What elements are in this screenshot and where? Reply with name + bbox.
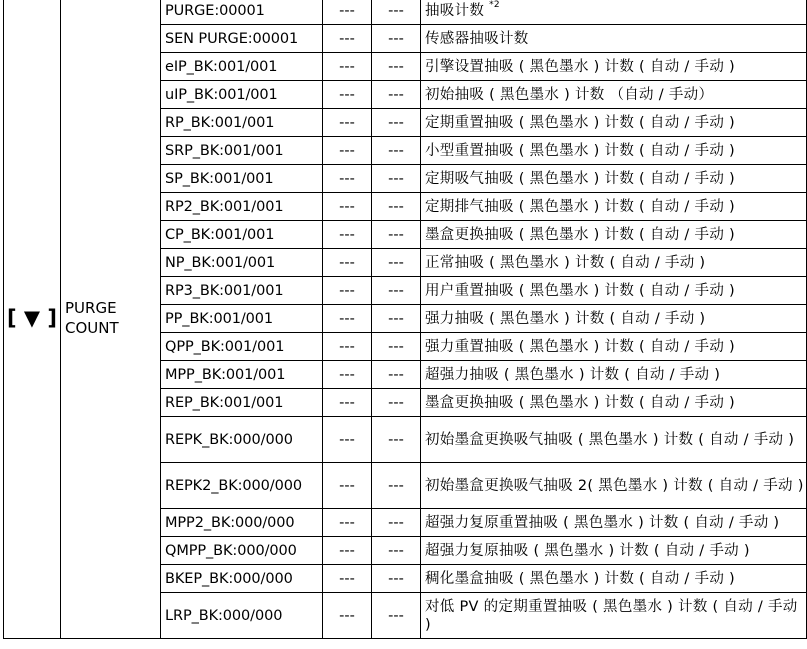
- footnote-marker: *2: [489, 0, 500, 10]
- description-cell: 定期重置抽吸 ( 黑色墨水 ) 计数 ( 自动 / 手动 ): [421, 109, 807, 137]
- code-cell: NP_BK:001/001: [161, 249, 323, 277]
- description-cell: 超强力复原重置抽吸 ( 黑色墨水 ) 计数 ( 自动 / 手动 ): [421, 509, 807, 537]
- description-cell: 定期吸气抽吸 ( 黑色墨水 ) 计数 ( 自动 / 手动 ): [421, 165, 807, 193]
- description-cell: 传感器抽吸计数: [421, 25, 807, 53]
- dash-cell: ---: [372, 249, 421, 277]
- code-cell: REP_BK:001/001: [161, 389, 323, 417]
- description-cell: 用户重置抽吸 ( 黑色墨水 ) 计数 ( 自动 / 手动 ): [421, 277, 807, 305]
- code-cell: REPK2_BK:000/000: [161, 463, 323, 509]
- dash-cell: ---: [323, 593, 372, 639]
- dash-cell: ---: [323, 53, 372, 81]
- purge-count-table: [3, 0, 807, 639]
- dash-cell: ---: [323, 109, 372, 137]
- code-cell: uIP_BK:001/001: [161, 81, 323, 109]
- key-cell: [ ▼ ]: [4, 0, 61, 639]
- code-cell: REPK_BK:000/000: [161, 417, 323, 463]
- dash-cell: ---: [372, 53, 421, 81]
- dash-cell: ---: [323, 389, 372, 417]
- dash-cell: ---: [372, 137, 421, 165]
- dash-cell: ---: [372, 0, 421, 25]
- dash-cell: ---: [323, 249, 372, 277]
- purge-count-table-body: [4, 0, 807, 639]
- description-cell: 超强力抽吸 ( 黑色墨水 ) 计数 ( 自动 / 手动 ): [421, 361, 807, 389]
- dash-cell: ---: [323, 165, 372, 193]
- code-cell: eIP_BK:001/001: [161, 53, 323, 81]
- dash-cell: ---: [323, 137, 372, 165]
- dash-cell: ---: [372, 305, 421, 333]
- dash-cell: ---: [372, 417, 421, 463]
- dash-cell: ---: [323, 361, 372, 389]
- dash-cell: ---: [323, 81, 372, 109]
- dash-cell: ---: [372, 109, 421, 137]
- code-cell: LRP_BK:000/000: [161, 593, 323, 639]
- description-cell: 对低 PV 的定期重置抽吸 ( 黑色墨水 ) 计数 ( 自动 / 手动 ): [421, 593, 807, 639]
- code-cell: QMPP_BK:000/000: [161, 537, 323, 565]
- dash-cell: ---: [323, 277, 372, 305]
- code-cell: PP_BK:001/001: [161, 305, 323, 333]
- code-cell: RP2_BK:001/001: [161, 193, 323, 221]
- dash-cell: ---: [323, 417, 372, 463]
- dash-cell: ---: [323, 509, 372, 537]
- dash-cell: ---: [323, 565, 372, 593]
- dash-cell: ---: [372, 509, 421, 537]
- code-cell: BKEP_BK:000/000: [161, 565, 323, 593]
- description-cell: [421, 0, 807, 25]
- description-cell: 墨盒更换抽吸 ( 黑色墨水 ) 计数 ( 自动 / 手动 ): [421, 221, 807, 249]
- description-cell: 初始墨盒更换吸气抽吸 ( 黑色墨水 ) 计数 ( 自动 / 手动 ): [421, 417, 807, 463]
- description-cell: 墨盒更换抽吸 ( 黑色墨水 ) 计数 ( 自动 / 手动 ): [421, 389, 807, 417]
- dash-cell: ---: [372, 389, 421, 417]
- dash-cell: ---: [372, 565, 421, 593]
- dash-cell: ---: [372, 537, 421, 565]
- description-cell: 强力重置抽吸 ( 黑色墨水 ) 计数 ( 自动 / 手动 ): [421, 333, 807, 361]
- dash-cell: ---: [323, 537, 372, 565]
- code-cell: SEN PURGE:00001: [161, 25, 323, 53]
- dash-cell: ---: [372, 25, 421, 53]
- dash-cell: ---: [323, 221, 372, 249]
- dash-cell: ---: [372, 361, 421, 389]
- category-cell: PURGE COUNT: [61, 0, 161, 639]
- dash-cell: ---: [323, 305, 372, 333]
- code-cell: CP_BK:001/001: [161, 221, 323, 249]
- dash-cell: ---: [372, 463, 421, 509]
- code-cell: SRP_BK:001/001: [161, 137, 323, 165]
- code-cell: RP_BK:001/001: [161, 109, 323, 137]
- code-cell: MPP2_BK:000/000: [161, 509, 323, 537]
- code-cell: QPP_BK:001/001: [161, 333, 323, 361]
- description-cell: 超强力复原抽吸 ( 黑色墨水 ) 计数 ( 自动 / 手动 ): [421, 537, 807, 565]
- description-cell: 正常抽吸 ( 黑色墨水 ) 计数 ( 自动 / 手动 ): [421, 249, 807, 277]
- dash-cell: ---: [323, 463, 372, 509]
- description-cell: 稠化墨盒抽吸 ( 黑色墨水 ) 计数 ( 自动 / 手动 ): [421, 565, 807, 593]
- code-cell: RP3_BK:001/001: [161, 277, 323, 305]
- dash-cell: ---: [372, 593, 421, 639]
- dash-cell: ---: [323, 25, 372, 53]
- dash-cell: ---: [372, 81, 421, 109]
- dash-cell: ---: [323, 0, 372, 25]
- dash-cell: ---: [372, 165, 421, 193]
- description-text: 抽吸计数: [425, 2, 485, 19]
- dash-cell: ---: [372, 277, 421, 305]
- dash-cell: ---: [323, 333, 372, 361]
- description-cell: 小型重置抽吸 ( 黑色墨水 ) 计数 ( 自动 / 手动 ): [421, 137, 807, 165]
- code-cell: SP_BK:001/001: [161, 165, 323, 193]
- description-cell: 强力抽吸 ( 黑色墨水 ) 计数 ( 自动 / 手动 ): [421, 305, 807, 333]
- dash-cell: ---: [372, 221, 421, 249]
- description-cell: 初始墨盒更换吸气抽吸 2( 黑色墨水 ) 计数 ( 自动 / 手动 ): [421, 463, 807, 509]
- dash-cell: ---: [323, 193, 372, 221]
- dash-cell: ---: [372, 193, 421, 221]
- code-cell: PURGE:00001: [161, 0, 323, 25]
- table-row: [4, 0, 807, 25]
- description-cell: 引擎设置抽吸 ( 黑色墨水 ) 计数 ( 自动 / 手动 ): [421, 53, 807, 81]
- dash-cell: ---: [372, 333, 421, 361]
- description-cell: 定期排气抽吸 ( 黑色墨水 ) 计数 ( 自动 / 手动 ): [421, 193, 807, 221]
- code-cell: MPP_BK:001/001: [161, 361, 323, 389]
- description-cell: 初始抽吸 ( 黑色墨水 ) 计数 （自动 / 手动）: [421, 81, 807, 109]
